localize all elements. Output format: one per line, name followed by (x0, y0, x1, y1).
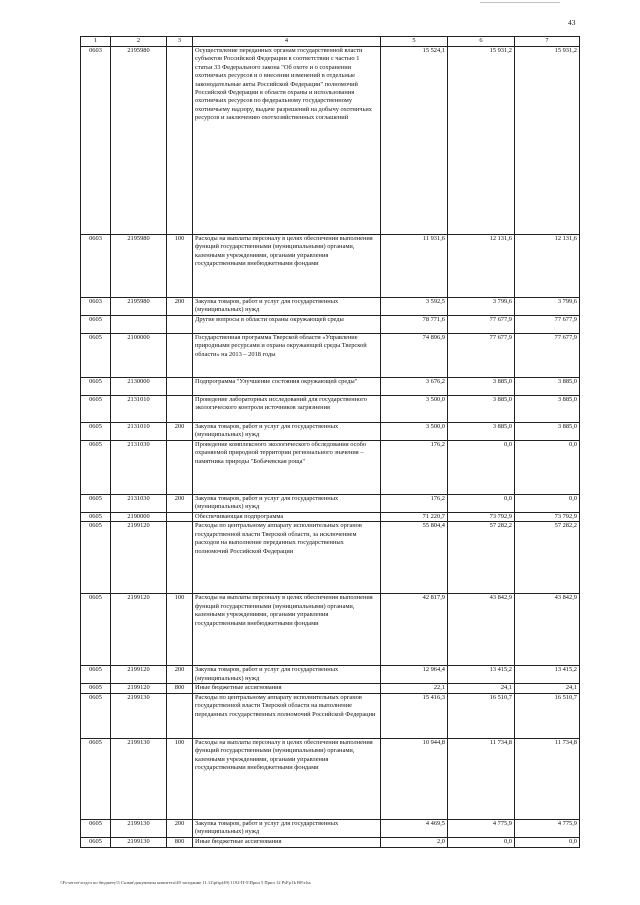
amount-col7-cell: 12 131,6 (515, 235, 580, 298)
expense-type-cell (167, 441, 193, 495)
amount-col7-cell: 73 792,9 (515, 513, 580, 522)
expense-type-cell (167, 316, 193, 334)
amount-col6-cell: 15 931,2 (448, 47, 515, 235)
expense-type-cell: 200 (167, 666, 193, 684)
amount-col7-cell: 3 885,0 (515, 396, 580, 423)
budget-section-cell: 0603 (81, 298, 111, 316)
expense-type-cell (167, 396, 193, 423)
budget-section-cell: 0605 (81, 738, 111, 819)
expense-type-cell: 200 (167, 298, 193, 316)
amount-col6-cell: 11 734,8 (448, 738, 515, 819)
amount-col5-cell: 176,2 (381, 495, 448, 513)
table-row (81, 316, 580, 334)
expense-type-cell (167, 378, 193, 396)
budget-section-cell: 0605 (81, 378, 111, 396)
amount-col5-cell: 15 416,3 (381, 693, 448, 738)
budget-section-cell: 0603 (81, 235, 111, 298)
amount-col6-cell: 4 775,9 (448, 819, 515, 837)
amount-col6-cell: 3 885,0 (448, 423, 515, 441)
expense-type-cell (167, 693, 193, 738)
amount-col7-cell: 13 415,2 (515, 666, 580, 684)
item-name-cell: Осуществление переданных органам государственной власти субъектов Российской Федерации в соответствии с частью 1 статьи 33 Федерального закона "Об охоте и о сохранении охотничьих ресурсов и о внесении изменений в отдельные законодательные акты Российской Федерации" полномочий Российской Федерации в области охраны и использования охотничьих ресурсов по федеральному государственному охотничьему надзору, выдаче разрешений на добычу охотничьих ресурсов и заключению охотхозяйственных соглашений (193, 47, 381, 235)
item-name-cell: Расходы по центральному аппарату исполнительных органов государственной власти Тверской области, за исключением расходов на выполнение переданных государственных полномочий Российской Федерации (193, 522, 381, 594)
table-row (81, 693, 580, 738)
amount-col7-cell: 0,0 (515, 495, 580, 513)
amount-col6-cell: 73 792,9 (448, 513, 515, 522)
item-name-cell: Проведение лабораторных исследований для государственного экологического контроля источников загрязнения (193, 396, 381, 423)
budget-section-cell: 0605 (81, 666, 111, 684)
amount-col6-cell: 13 415,2 (448, 666, 515, 684)
amount-col5-cell: 3 592,5 (381, 298, 448, 316)
amount-col5-cell: 3 500,0 (381, 423, 448, 441)
column-header: 5 (381, 37, 448, 47)
table-row (81, 837, 580, 847)
target-article-cell: 2195980 (111, 235, 167, 298)
item-name-cell: Закупка товаров, работ и услуг для государственных (муниципальных) нужд (193, 819, 381, 837)
item-name-cell: Расходы по центральному аппарату исполнительных органов государственной власти Тверской области на выполнение переданных государственных полномочий Российской Федерации (193, 693, 381, 738)
table-row (81, 235, 580, 298)
amount-col6-cell: 3 885,0 (448, 378, 515, 396)
amount-col7-cell: 77 677,9 (515, 316, 580, 334)
item-name-cell: Расходы на выплаты персоналу в целях обеспечения выполнения функций государственными (муниципальными) органами, казенными учреждениями, органами управления государственными внебюджетными фондами (193, 594, 381, 666)
expense-type-cell (167, 47, 193, 235)
target-article-cell: 2100000 (111, 334, 167, 378)
amount-col6-cell: 3 885,0 (448, 396, 515, 423)
target-article-cell: 2195980 (111, 298, 167, 316)
amount-col7-cell: 3 799,6 (515, 298, 580, 316)
table-row (81, 378, 580, 396)
amount-col5-cell: 71 220,7 (381, 513, 448, 522)
amount-col7-cell: 3 885,0 (515, 378, 580, 396)
target-article-cell: 2199130 (111, 693, 167, 738)
budget-section-cell: 0605 (81, 684, 111, 693)
budget-section-cell: 0605 (81, 594, 111, 666)
amount-col7-cell: 0,0 (515, 441, 580, 495)
budget-section-cell: 0605 (81, 522, 111, 594)
target-article-cell: 2131030 (111, 441, 167, 495)
table-row (81, 684, 580, 693)
amount-col6-cell: 57 282,2 (448, 522, 515, 594)
column-header: 7 (515, 37, 580, 47)
amount-col6-cell: 16 510,7 (448, 693, 515, 738)
amount-col6-cell: 0,0 (448, 837, 515, 847)
item-name-cell: Другие вопросы в области охраны окружающей среды (193, 316, 381, 334)
amount-col6-cell: 24,1 (448, 684, 515, 693)
amount-col7-cell: 4 775,9 (515, 819, 580, 837)
item-name-cell: Государственная программа Тверской области «Управление природными ресурсами и охрана окружающей среды Тверской области» на 2013 – 2018 годы (193, 334, 381, 378)
amount-col5-cell: 3 676,2 (381, 378, 448, 396)
budget-section-cell: 0605 (81, 693, 111, 738)
item-name-cell: Подпрограмма "Улучшение состояния окружающей среды" (193, 378, 381, 396)
amount-col5-cell: 3 500,0 (381, 396, 448, 423)
budget-section-cell: 0603 (81, 47, 111, 235)
expense-type-cell (167, 513, 193, 522)
item-name-cell: Закупка товаров, работ и услуг для государственных (муниципальных) нужд (193, 666, 381, 684)
amount-col6-cell: 43 842,9 (448, 594, 515, 666)
column-header: 6 (448, 37, 515, 47)
expense-type-cell: 200 (167, 819, 193, 837)
expense-type-cell: 100 (167, 235, 193, 298)
expense-type-cell (167, 522, 193, 594)
item-name-cell: Расходы на выплаты персоналу в целях обеспечения выполнения функций государственными (муниципальными) органами, казенными учреждениями, органами управления государственными внебюджетными фондами (193, 738, 381, 819)
amount-col6-cell: 0,0 (448, 495, 515, 513)
amount-col5-cell: 12 964,4 (381, 666, 448, 684)
amount-col6-cell: 77 677,9 (448, 316, 515, 334)
file-path-footer: \\Fs-server\отдел по бюджету\5 Созыв\документы комитета\49 заседание 11.12\pfsp(49) 1192-П-5\Прил 5 Прил 12 PsFp Ik BP.xlsx (60, 880, 311, 885)
column-header: 3 (167, 37, 193, 47)
amount-col5-cell: 55 804,4 (381, 522, 448, 594)
amount-col6-cell: 12 131,6 (448, 235, 515, 298)
table-row (81, 819, 580, 837)
table-row (81, 47, 580, 235)
item-name-cell: Иные бюджетные ассигнования (193, 837, 381, 847)
column-header: 4 (193, 37, 381, 47)
item-name-cell: Расходы на выплаты персоналу в целях обеспечения выполнения функций государственными (муниципальными) органами, казенными учреждениями, органами управления государственными внебюджетными фондами (193, 235, 381, 298)
column-number-header-row (81, 37, 580, 47)
amount-col7-cell: 24,1 (515, 684, 580, 693)
table-row (81, 594, 580, 666)
amount-col5-cell: 15 524,1 (381, 47, 448, 235)
budget-section-cell: 0605 (81, 513, 111, 522)
amount-col7-cell: 43 842,9 (515, 594, 580, 666)
target-article-cell: 2131010 (111, 423, 167, 441)
target-article-cell: 2199120 (111, 684, 167, 693)
amount-col7-cell: 3 885,0 (515, 423, 580, 441)
item-name-cell: Обеспечивающая подпрограмма (193, 513, 381, 522)
budget-table (80, 36, 580, 848)
table-row (81, 513, 580, 522)
table-row (81, 495, 580, 513)
target-article-cell (111, 316, 167, 334)
amount-col5-cell: 22,1 (381, 684, 448, 693)
table-row (81, 522, 580, 594)
expense-type-cell (167, 334, 193, 378)
amount-col5-cell: 11 931,6 (381, 235, 448, 298)
budget-section-cell: 0605 (81, 396, 111, 423)
item-name-cell: Закупка товаров, работ и услуг для государственных (муниципальных) нужд (193, 298, 381, 316)
target-article-cell: 2195980 (111, 47, 167, 235)
table-row (81, 396, 580, 423)
amount-col5-cell: 2,0 (381, 837, 448, 847)
target-article-cell: 2130000 (111, 378, 167, 396)
expense-type-cell: 100 (167, 594, 193, 666)
table-row (81, 666, 580, 684)
target-article-cell: 2199120 (111, 522, 167, 594)
budget-section-cell: 0605 (81, 441, 111, 495)
amount-col5-cell: 4 469,5 (381, 819, 448, 837)
amount-col7-cell: 77 677,9 (515, 334, 580, 378)
amount-col7-cell: 15 931,2 (515, 47, 580, 235)
amount-col6-cell: 0,0 (448, 441, 515, 495)
amount-col7-cell: 16 510,7 (515, 693, 580, 738)
expense-type-cell: 200 (167, 423, 193, 441)
amount-col5-cell: 176,2 (381, 441, 448, 495)
target-article-cell: 2131030 (111, 495, 167, 513)
item-name-cell: Закупка товаров, работ и услуг для государственных (муниципальных) нужд (193, 495, 381, 513)
expense-type-cell: 100 (167, 738, 193, 819)
target-article-cell: 2199130 (111, 837, 167, 847)
amount-col7-cell: 0,0 (515, 837, 580, 847)
item-name-cell: Иные бюджетные ассигнования (193, 684, 381, 693)
column-header: 2 (111, 37, 167, 47)
table-row (81, 423, 580, 441)
budget-section-cell: 0605 (81, 316, 111, 334)
amount-col5-cell: 10 944,8 (381, 738, 448, 819)
budget-section-cell: 0605 (81, 423, 111, 441)
expense-type-cell: 800 (167, 684, 193, 693)
amount-col7-cell: 11 734,8 (515, 738, 580, 819)
amount-col5-cell: 78 771,6 (381, 316, 448, 334)
target-article-cell: 2131010 (111, 396, 167, 423)
budget-section-cell: 0605 (81, 495, 111, 513)
column-header: 1 (81, 37, 111, 47)
amount-col5-cell: 42 817,9 (381, 594, 448, 666)
budget-section-cell: 0605 (81, 819, 111, 837)
scan-edge-mark (480, 2, 560, 5)
amount-col7-cell: 57 282,2 (515, 522, 580, 594)
table-row (81, 738, 580, 819)
page-number: 43 (568, 18, 576, 27)
item-name-cell: Проведение комплексного экологического обследования особо охраняемой природной территории регионального значения – памятника природы "Бобачевская роща" (193, 441, 381, 495)
target-article-cell: 2190000 (111, 513, 167, 522)
target-article-cell: 2199130 (111, 819, 167, 837)
item-name-cell: Закупка товаров, работ и услуг для государственных (муниципальных) нужд (193, 423, 381, 441)
target-article-cell: 2199120 (111, 594, 167, 666)
amount-col5-cell: 74 896,9 (381, 334, 448, 378)
target-article-cell: 2199120 (111, 666, 167, 684)
budget-section-cell: 0605 (81, 837, 111, 847)
amount-col6-cell: 77 677,9 (448, 334, 515, 378)
expense-type-cell: 800 (167, 837, 193, 847)
table-row (81, 298, 580, 316)
table-row (81, 334, 580, 378)
expense-type-cell: 200 (167, 495, 193, 513)
budget-section-cell: 0605 (81, 334, 111, 378)
amount-col6-cell: 3 799,6 (448, 298, 515, 316)
target-article-cell: 2199130 (111, 738, 167, 819)
table-row (81, 441, 580, 495)
